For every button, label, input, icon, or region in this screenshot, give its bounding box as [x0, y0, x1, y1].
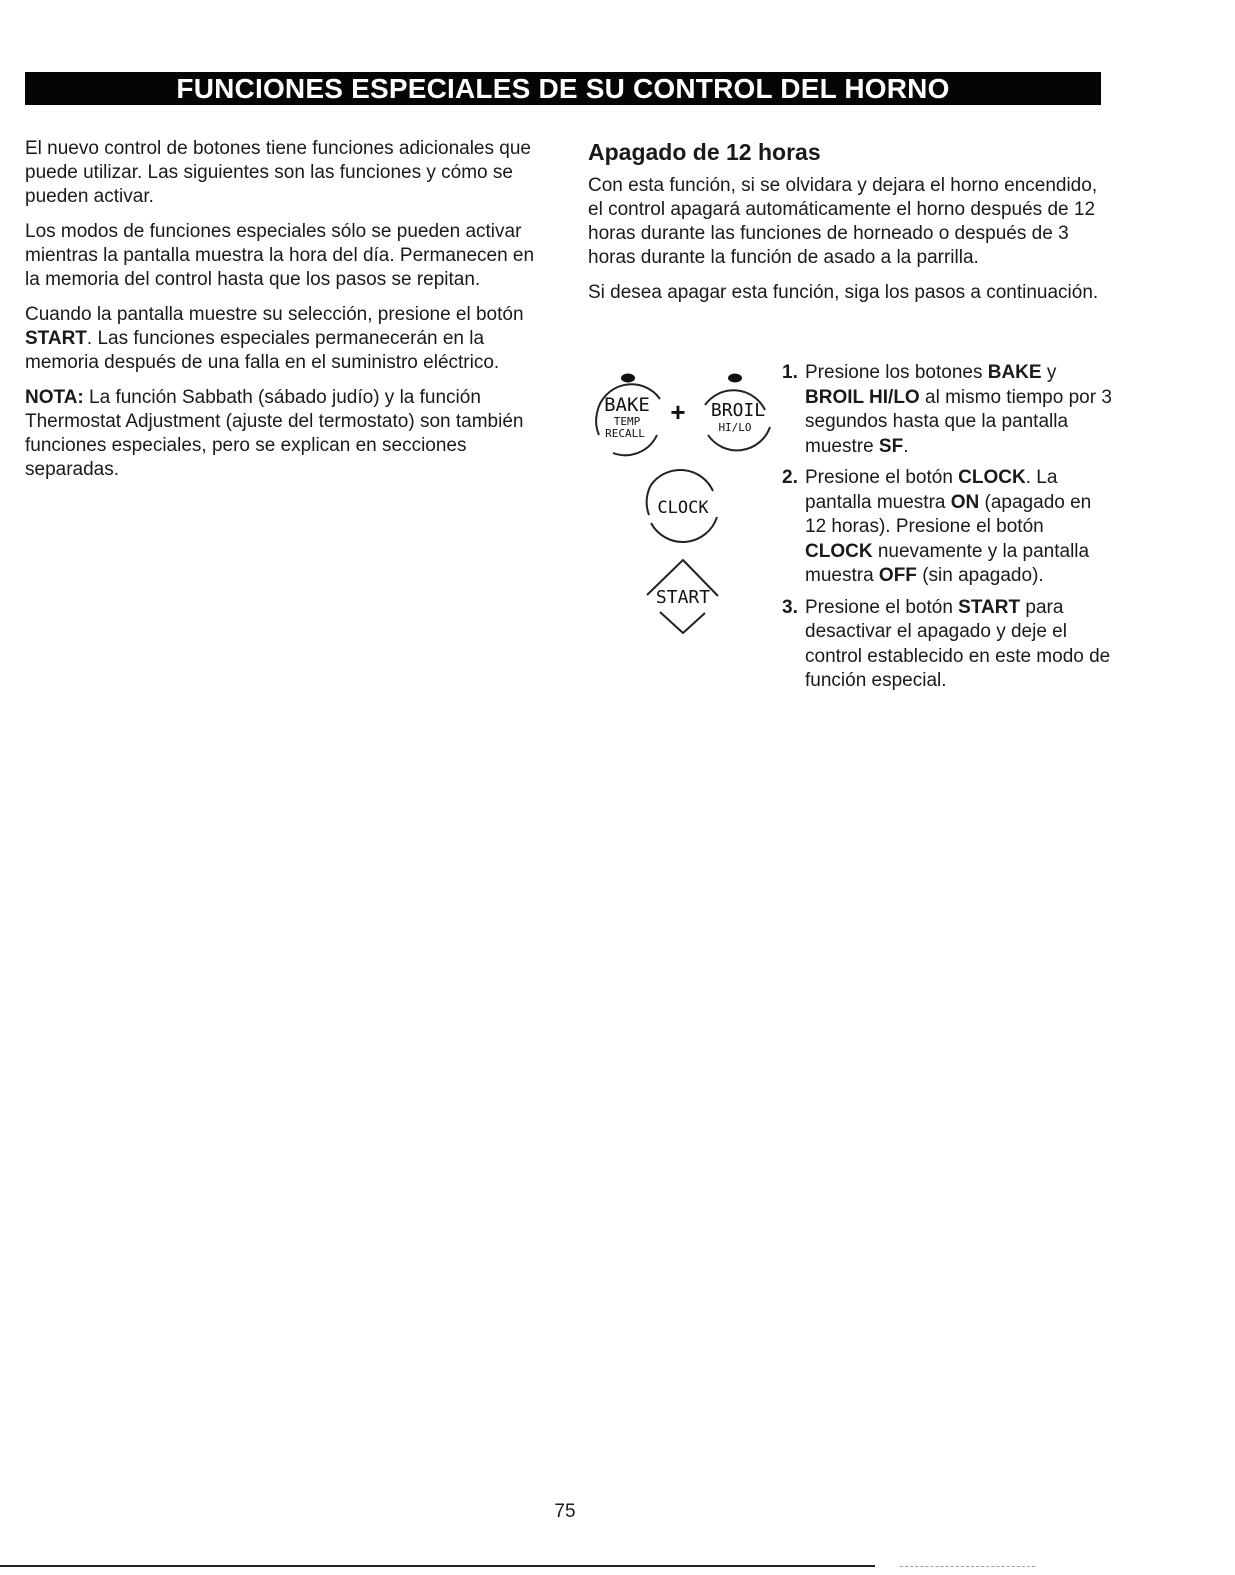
- step-text: para desactivar el apagado y deje el control establecido en este modo de función especial.: [805, 596, 1111, 691]
- control-buttons-diagram: [585, 365, 780, 635]
- step-text: .: [903, 435, 909, 457]
- start-label: START: [655, 587, 711, 608]
- bake-button-icon: [596, 374, 660, 456]
- shutoff-instructions: Si desea apagar esta función, siga los pasos a continuación.: [588, 282, 1099, 303]
- step-text: Presione el botón: [805, 467, 959, 488]
- step-number: 3.: [782, 596, 798, 618]
- step-text: y: [1041, 362, 1057, 383]
- selection-text-c: . Las funciones especiales permanecerán en la memoria después de una falla en el suministro eléctrico.: [25, 328, 500, 373]
- clock-label: CLOCK: [657, 498, 709, 518]
- shutoff-description: Con esta función, si se olvidara y dejara el horno encendido, el control apagará automáticamente el horno después de 12 horas durante las funciones de horneado o después de 3 horas durante la función de asado a la parrilla.: [588, 175, 1098, 268]
- clock-keyword: CLOCK: [805, 540, 873, 562]
- clock-button-icon: [647, 470, 717, 542]
- bake-recall-label: RECALL: [605, 427, 645, 440]
- modes-paragraph: Los modos de funciones especiales sólo se pueden activar mientras la pantalla muestra la hora del día. Permanecen en la memoria del control hasta que los pasos se repitan.: [25, 221, 535, 290]
- intro-paragraph: El nuevo control de botones tiene funciones adicionales que puede utilizar. Las siguientes son las funciones y cómo se pueden activar.: [25, 138, 531, 207]
- broil-label: BROIL: [710, 400, 766, 421]
- broil-button-icon: [705, 374, 770, 451]
- step-text: Presione los botones: [805, 362, 988, 383]
- plus-sign: +: [670, 397, 686, 427]
- intro-column: [25, 137, 535, 493]
- note-paragraph: [25, 386, 535, 482]
- step-text: Presione el botón: [805, 596, 959, 618]
- step-text: . La pantalla muestra: [805, 467, 1058, 513]
- step-2: [782, 466, 1112, 589]
- note-text: La función Sabbath (sábado judío) y la función Thermostat Adjustment (ajuste del termostato) son también funciones especiales, pero se explican en secciones separadas.: [25, 387, 524, 480]
- footer-rule: [0, 1565, 875, 1567]
- step-text: (apagado en 12 horas). Presione el botón: [805, 491, 1092, 537]
- step-number: 1.: [782, 362, 798, 383]
- step-1: [782, 361, 1112, 459]
- bake-label: BAKE: [604, 394, 650, 416]
- shutoff-column: [588, 137, 1113, 316]
- broil-hilo-label: HI/LO: [718, 421, 752, 434]
- selection-paragraph: [25, 303, 535, 375]
- note-label: NOTA:: [25, 387, 84, 408]
- bake-temp-label: TEMP: [613, 415, 641, 428]
- step-3: [782, 596, 1112, 694]
- sf-keyword: SF: [878, 435, 904, 457]
- start-keyword: START: [25, 328, 87, 349]
- off-keyword: OFF: [878, 565, 917, 586]
- section-heading: Apagado de 12 horas: [588, 139, 821, 165]
- step-text: nuevamente y la pantalla muestra: [805, 540, 1090, 586]
- clock-keyword: CLOCK: [958, 467, 1026, 488]
- on-keyword: ON: [950, 491, 980, 513]
- start-button-icon: [647, 560, 718, 633]
- step-text: (sin apagado).: [916, 565, 1044, 586]
- footer-dash: [900, 1566, 1035, 1568]
- step-text: al mismo tiempo por 3 segundos hasta que la pantalla muestre: [805, 386, 1112, 457]
- selection-text-a: Cuando la pantalla muestre su selección, presione el botón: [25, 304, 524, 325]
- step-number: 2.: [782, 467, 798, 488]
- page-number: 75: [554, 1501, 576, 1522]
- page-title-banner: FUNCIONES ESPECIALES DE SU CONTROL DEL HORNO: [25, 72, 1101, 105]
- start-keyword: START: [958, 596, 1021, 618]
- bake-keyword: BAKE: [987, 362, 1042, 383]
- broil-keyword: BROIL HI/LO: [805, 386, 920, 408]
- steps-list: [782, 361, 1112, 701]
